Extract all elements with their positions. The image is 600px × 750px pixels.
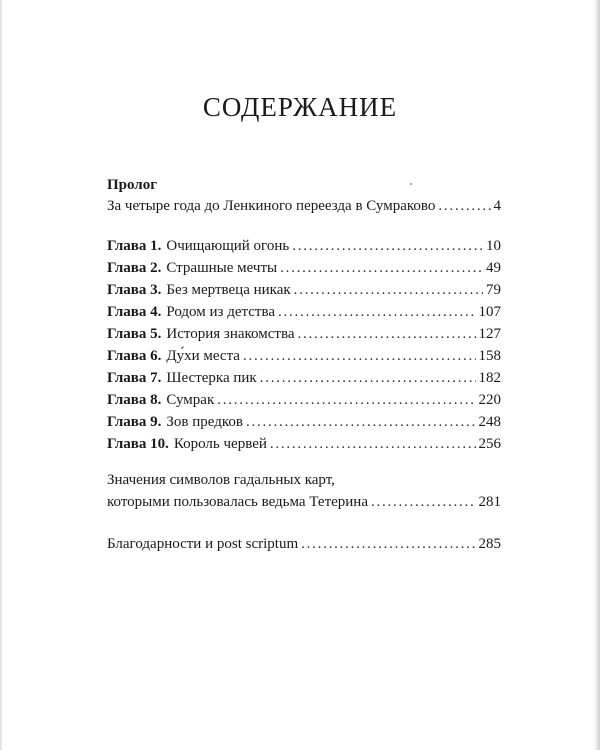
dot-leader	[298, 326, 476, 343]
chapter-label: Глава 6.	[107, 348, 162, 364]
chapter-label: Глава 10.	[107, 436, 169, 452]
chapter-label: Глава 1.	[107, 238, 162, 254]
toc-entry-chapter-4	[107, 304, 501, 326]
toc-entry-chapter-2	[107, 260, 501, 282]
chapter-title: Страшные мечты	[166, 260, 278, 276]
toc-entry-acknowledgements	[107, 536, 501, 558]
chapter-title: Зов предков	[166, 414, 243, 430]
dot-leader	[270, 436, 476, 453]
chapter-title: Без мертвеца никак	[166, 282, 291, 298]
chapter-label: Глава 4.	[107, 304, 162, 320]
appendix-page-number: 281	[478, 494, 501, 510]
prolog-label: Пролог	[107, 177, 158, 193]
prolog-page-number: 4	[493, 198, 501, 214]
acknowledgements-page-number: 285	[478, 536, 501, 552]
chapter-label: Глава 9.	[107, 414, 162, 430]
chapter-label: Глава 3.	[107, 282, 162, 298]
toc-entry-appendix	[107, 494, 501, 516]
acknowledgements-text: Благодарности и post scriptum	[107, 536, 299, 552]
chapter-page-number: 10	[486, 238, 501, 254]
chapter-page-number: 220	[478, 392, 501, 408]
toc-entry-chapter-3	[107, 282, 501, 304]
chapter-page-number: 79	[486, 282, 501, 298]
chapter-page-number: 158	[478, 348, 501, 364]
dot-leader	[243, 348, 476, 365]
page-title: СОДЕРЖАНИЕ	[202, 92, 398, 122]
chapter-page-number: 107	[478, 304, 501, 320]
chapter-page-number: 182	[478, 370, 501, 386]
toc-entry-chapter-1	[107, 238, 501, 260]
toc-entry-chapter-5	[107, 326, 501, 348]
dot-leader	[280, 260, 483, 277]
dot-leader	[371, 494, 476, 511]
chapter-title: Родом из детства	[166, 304, 275, 320]
dot-leader	[246, 414, 476, 431]
chapter-title: Очищающий огонь	[166, 238, 290, 254]
chapter-page-number: 256	[478, 436, 501, 452]
dot-leader	[301, 536, 475, 553]
appendix-line-1: Значения символов гадальных карт,	[107, 472, 335, 488]
toc-entry-chapter-10	[107, 436, 501, 458]
chapter-title: Король червей	[173, 436, 267, 452]
dot-leader	[217, 392, 475, 409]
chapter-title: Ду́хи места	[166, 348, 240, 364]
chapter-label: Глава 8.	[107, 392, 162, 408]
chapter-page-number: 49	[486, 260, 501, 276]
appendix-line-2: которыми пользовалась ведьма Тетерина	[107, 494, 368, 510]
chapter-page-number: 248	[478, 414, 501, 430]
chapter-title: История знакомства	[166, 326, 295, 342]
dot-leader	[260, 370, 476, 387]
chapter-label: Глава 2.	[107, 260, 162, 276]
toc-entry-chapter-7	[107, 370, 501, 392]
dot-leader	[278, 304, 476, 321]
prolog-text: За четыре года до Ленкиного переезда в Сумраково	[107, 198, 436, 214]
toc-entry-chapter-8	[107, 392, 501, 414]
chapter-title: Сумрак	[166, 392, 215, 408]
print-speck	[410, 183, 412, 185]
chapter-label: Глава 5.	[107, 326, 162, 342]
chapter-page-number: 127	[478, 326, 501, 342]
toc-entry-chapter-6	[107, 348, 501, 370]
toc-entry-chapter-9	[107, 414, 501, 436]
chapter-label: Глава 7.	[107, 370, 162, 386]
dot-leader	[292, 238, 483, 255]
dot-leader	[294, 282, 483, 299]
dot-leader	[438, 198, 490, 215]
chapter-title: Шестерка пик	[166, 370, 257, 386]
toc-entry-prolog	[107, 198, 501, 220]
